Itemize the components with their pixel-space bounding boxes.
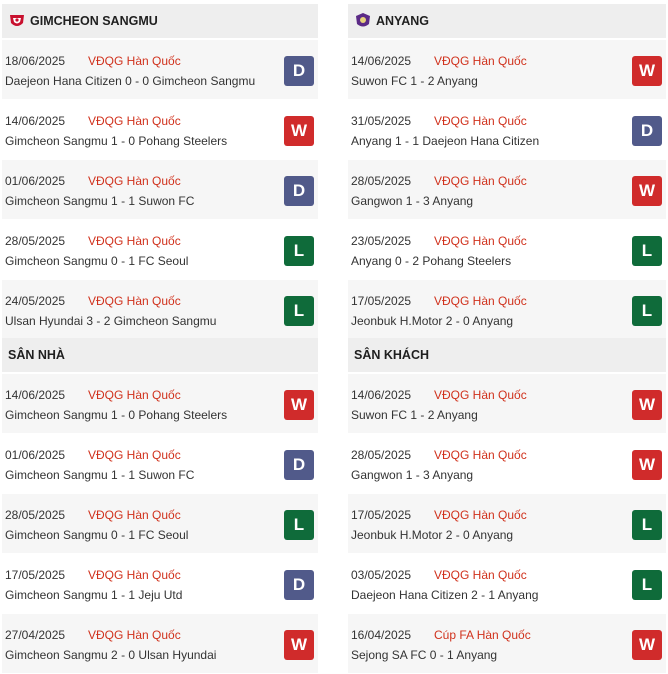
result-badge: D <box>284 56 314 86</box>
result-badge: W <box>632 450 662 480</box>
result-badge: W <box>284 630 314 660</box>
match-score[interactable]: Gimcheon Sangmu 1 - 1 Suwon FC <box>5 468 195 482</box>
result-badge: D <box>632 116 662 146</box>
gimcheon-crest-icon <box>8 12 26 30</box>
result-badge: L <box>284 510 314 540</box>
match-league[interactable]: VĐQG Hàn Quốc <box>88 508 181 522</box>
match-row[interactable] <box>2 280 318 340</box>
result-badge: L <box>632 236 662 266</box>
result-badge: L <box>284 296 314 326</box>
match-date: 24/05/2025 <box>5 294 66 308</box>
section-header-home <box>2 338 318 372</box>
match-date: 31/05/2025 <box>351 114 412 128</box>
match-league[interactable]: VĐQG Hàn Quốc <box>88 234 181 248</box>
match-date: 28/05/2025 <box>351 174 412 188</box>
away-matches-list <box>348 374 666 674</box>
match-league[interactable]: VĐQG Hàn Quốc <box>434 388 527 402</box>
match-date: 14/06/2025 <box>351 54 412 68</box>
match-date: 28/05/2025 <box>351 448 412 462</box>
match-score[interactable]: Gangwon 1 - 3 Anyang <box>351 194 474 208</box>
match-row[interactable] <box>348 374 666 434</box>
match-date: 28/05/2025 <box>5 234 66 248</box>
result-badge: W <box>632 56 662 86</box>
match-date: 14/06/2025 <box>5 388 66 402</box>
match-score[interactable]: Gimcheon Sangmu 0 - 1 FC Seoul <box>5 254 189 268</box>
match-row[interactable] <box>2 614 318 674</box>
match-league[interactable]: VĐQG Hàn Quốc <box>434 54 527 68</box>
match-league[interactable]: VĐQG Hàn Quốc <box>434 448 527 462</box>
away-matches-section <box>348 338 666 674</box>
match-row[interactable] <box>348 160 666 220</box>
match-date: 28/05/2025 <box>5 508 66 522</box>
match-score[interactable]: Gimcheon Sangmu 1 - 1 Jeju Utd <box>5 588 183 602</box>
match-score[interactable]: Gimcheon Sangmu 0 - 1 FC Seoul <box>5 528 189 542</box>
match-row[interactable] <box>348 614 666 674</box>
result-badge: D <box>284 176 314 206</box>
match-row[interactable] <box>2 160 318 220</box>
match-score[interactable]: Gimcheon Sangmu 1 - 1 Suwon FC <box>5 194 195 208</box>
result-badge: W <box>632 630 662 660</box>
match-league[interactable]: VĐQG Hàn Quốc <box>88 294 181 308</box>
match-score[interactable]: Daejeon Hana Citizen 2 - 1 Anyang <box>351 588 539 602</box>
match-league[interactable]: VĐQG Hàn Quốc <box>88 448 181 462</box>
team-name: ANYANG <box>376 14 430 28</box>
anyang-crest-icon <box>354 12 372 30</box>
match-score[interactable]: Gimcheon Sangmu 1 - 0 Pohang Steelers <box>5 134 228 148</box>
team-name: GIMCHEON SANGMU <box>30 14 158 28</box>
match-league[interactable]: VĐQG Hàn Quốc <box>434 234 527 248</box>
result-badge: L <box>632 510 662 540</box>
match-league[interactable]: VĐQG Hàn Quốc <box>434 568 527 582</box>
match-row[interactable] <box>2 554 318 614</box>
section-title: SÂN KHÁCH <box>354 348 429 362</box>
match-score[interactable]: Suwon FC 1 - 2 Anyang <box>351 408 478 422</box>
match-league[interactable]: VĐQG Hàn Quốc <box>88 568 181 582</box>
match-date: 17/05/2025 <box>5 568 66 582</box>
match-league[interactable]: VĐQG Hàn Quốc <box>434 294 527 308</box>
match-score[interactable]: Jeonbuk H.Motor 2 - 0 Anyang <box>351 528 514 542</box>
result-badge: W <box>632 390 662 420</box>
match-league[interactable]: VĐQG Hàn Quốc <box>88 388 181 402</box>
gimcheon-column <box>2 0 318 662</box>
match-score[interactable]: Gimcheon Sangmu 2 - 0 Ulsan Hyundai <box>5 648 217 662</box>
match-date: 01/06/2025 <box>5 448 66 462</box>
match-league[interactable]: VĐQG Hàn Quốc <box>88 628 181 642</box>
result-badge: W <box>284 390 314 420</box>
match-row[interactable] <box>348 40 666 100</box>
match-date: 27/04/2025 <box>5 628 66 642</box>
match-date: 17/05/2025 <box>351 294 412 308</box>
match-score[interactable]: Gimcheon Sangmu 1 - 0 Pohang Steelers <box>5 408 228 422</box>
match-date: 14/06/2025 <box>5 114 66 128</box>
match-date: 01/06/2025 <box>5 174 66 188</box>
match-row[interactable] <box>348 280 666 340</box>
team-header-gimcheon[interactable] <box>2 4 318 38</box>
match-score[interactable]: Jeonbuk H.Motor 2 - 0 Anyang <box>351 314 514 328</box>
match-date: 16/04/2025 <box>351 628 412 642</box>
result-badge: W <box>284 116 314 146</box>
home-matches-list <box>2 374 318 674</box>
match-league[interactable]: Cúp FA Hàn Quốc <box>434 628 531 642</box>
match-row[interactable] <box>2 220 318 280</box>
team-header-anyang[interactable] <box>348 4 666 38</box>
match-score[interactable]: Gangwon 1 - 3 Anyang <box>351 468 474 482</box>
match-date: 14/06/2025 <box>351 388 412 402</box>
match-row[interactable] <box>348 100 666 160</box>
match-date: 23/05/2025 <box>351 234 412 248</box>
match-score[interactable]: Suwon FC 1 - 2 Anyang <box>351 74 478 88</box>
match-score[interactable]: Sejong SA FC 0 - 1 Anyang <box>351 648 498 662</box>
match-row[interactable] <box>2 100 318 160</box>
match-score[interactable]: Daejeon Hana Citizen 0 - 0 Gimcheon Sangmu <box>5 74 256 88</box>
anyang-column <box>348 0 666 662</box>
match-league[interactable]: VĐQG Hàn Quốc <box>88 114 181 128</box>
match-league[interactable]: VĐQG Hàn Quốc <box>434 508 527 522</box>
match-league[interactable]: VĐQG Hàn Quốc <box>88 54 181 68</box>
section-header-away <box>348 338 666 372</box>
result-badge: W <box>632 176 662 206</box>
section-title: SÂN NHÀ <box>8 348 65 362</box>
match-row[interactable] <box>348 494 666 554</box>
match-league[interactable]: VĐQG Hàn Quốc <box>434 114 527 128</box>
match-league[interactable]: VĐQG Hàn Quốc <box>434 174 527 188</box>
match-date: 17/05/2025 <box>351 508 412 522</box>
match-row[interactable] <box>2 374 318 434</box>
match-row[interactable] <box>2 40 318 100</box>
match-row[interactable] <box>348 434 666 494</box>
result-badge: D <box>284 570 314 600</box>
result-badge: D <box>284 450 314 480</box>
match-row[interactable] <box>348 554 666 614</box>
match-row[interactable] <box>2 494 318 554</box>
match-league[interactable]: VĐQG Hàn Quốc <box>88 174 181 188</box>
match-date: 03/05/2025 <box>351 568 412 582</box>
result-badge: L <box>284 236 314 266</box>
result-badge: L <box>632 570 662 600</box>
match-date: 18/06/2025 <box>5 54 66 68</box>
match-score[interactable]: Anyang 0 - 2 Pohang Steelers <box>351 254 512 268</box>
match-score[interactable]: Ulsan Hyundai 3 - 2 Gimcheon Sangmu <box>5 314 217 328</box>
home-matches-section <box>2 338 318 674</box>
match-row[interactable] <box>348 220 666 280</box>
match-score[interactable]: Anyang 1 - 1 Daejeon Hana Citizen <box>351 134 540 148</box>
result-badge: L <box>632 296 662 326</box>
recent-matches-list <box>348 40 666 340</box>
match-row[interactable] <box>2 434 318 494</box>
recent-matches-list <box>2 40 318 340</box>
